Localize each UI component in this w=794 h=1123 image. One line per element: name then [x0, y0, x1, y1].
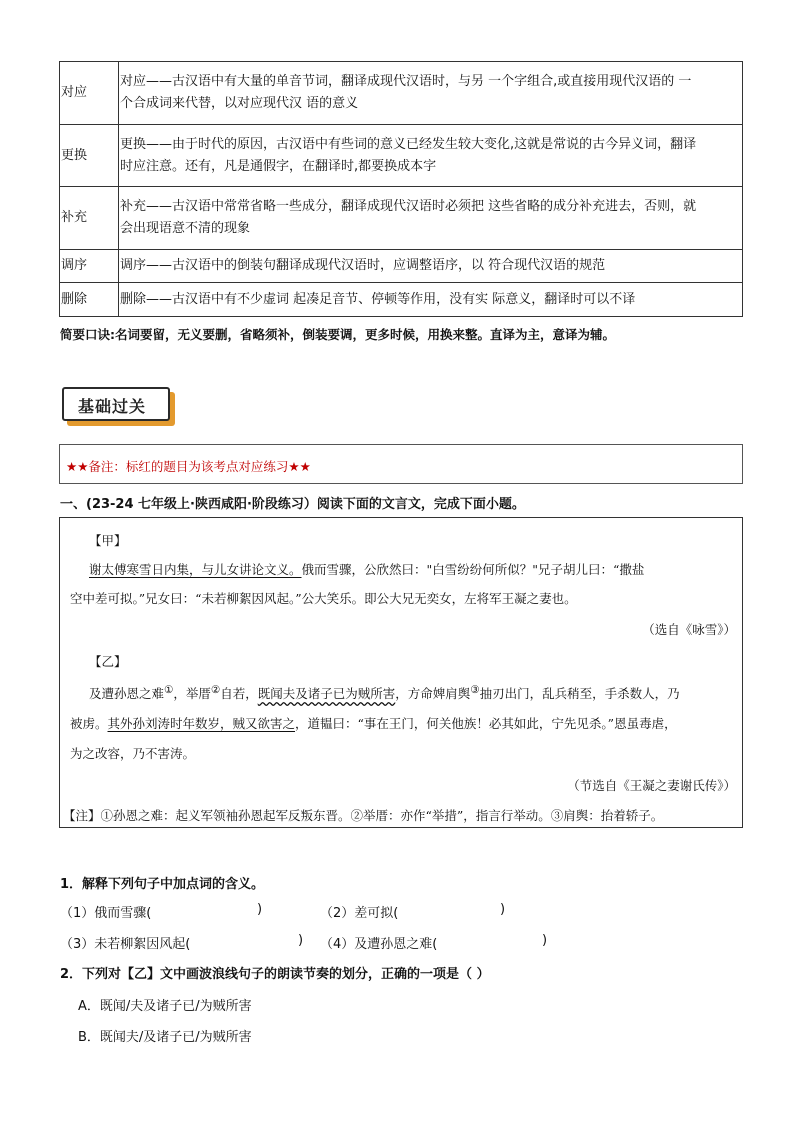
question-2-title: 2．下列对【乙】文中画波浪线句子的朗读节奏的划分，正确的一项是（ ）: [60, 967, 490, 982]
passage-yi-line-3: 为之改容，乃不害涛。: [70, 746, 196, 761]
question-header: 一、(23-24 七年级上·陕西咸阳·阶段练习）阅读下面的文言文，完成下面小题。: [60, 497, 525, 512]
description-line: 时应注意。还有，凡是通假字，在翻译时,都要换成本字: [120, 158, 437, 174]
mnemonic-text: 简要口诀:名词要留，无义要删，省略须补，倒装要调，更多时候，用换来整。直译为主，意译为辅。: [60, 327, 616, 342]
passage-text: ，举厝: [173, 686, 211, 702]
q1-item-4: （4）及遭孙恩之难(: [320, 937, 438, 952]
q2-option-a[interactable]: A．既闻/夫及诸子已/为贼所害: [78, 999, 252, 1014]
q1-item-1-answer-blank[interactable]: ): [257, 902, 263, 917]
method-term: 补充: [60, 187, 119, 250]
passage-text: 及遭孙恩之难: [89, 686, 165, 702]
footnote-marker: ②: [210, 684, 221, 696]
note-text: ★★备注：标红的题目为该考点对应练习★★: [66, 459, 311, 474]
method-description: [119, 283, 743, 317]
question-1-title: 1．解释下列句子中加点词的含义。: [60, 877, 265, 892]
footnote-marker: ③: [470, 684, 480, 696]
section-badge: [62, 387, 175, 426]
section-title: 基础过关: [78, 397, 147, 416]
table-row: [60, 250, 743, 283]
description-line: 补充——古汉语中常常省略一些成分，翻译成现代汉语时必须把 这些省略的成分补充进去，否则，就: [120, 199, 697, 214]
q1-item-1: （1）俄而雪骤(: [60, 906, 152, 921]
note-box: [59, 444, 743, 484]
method-term: 调序: [60, 250, 119, 283]
passage-annotation: 【注】①孙恩之难：起义军领袖孙恩起军反叛东晋。②举厝：亦作“举措”，指言行举动。③肩舆：抬着轿子。: [63, 808, 664, 823]
method-term: 更换: [60, 125, 119, 187]
table-row: [60, 283, 743, 317]
description-line: 删除——古汉语中有不少虚词 起凑足音节、停顿等作用，没有实 际意义，翻译时可以不译: [120, 291, 636, 307]
table-row: [60, 125, 743, 187]
underlined-sentence: 其外孙刘涛时年数岁，贼又欲害之: [107, 716, 296, 731]
underlined-sentence: 谢太傅寒雪日内集，与儿女讲论文义。: [89, 562, 302, 577]
passage-text: 被虏。: [70, 716, 108, 731]
method-term: 删除: [60, 283, 119, 317]
q1-item-2-answer-blank[interactable]: ): [500, 902, 506, 917]
wavy-underlined-sentence: 既闻夫及诸子已为贼所害: [257, 686, 396, 702]
table-row: [60, 62, 743, 125]
passage-yi-source: （节选自《王凝之妻谢氏传》）: [567, 778, 736, 793]
passage-box: [59, 517, 743, 828]
method-term: 对应: [60, 62, 119, 125]
description-line: 更换——由于时代的原因，古汉语中有些词的意义已经发生较大变化,这就是常说的古今异义词，翻译: [120, 136, 697, 152]
q2-option-b[interactable]: B．既闻夫/及诸子已/为贼所害: [78, 1030, 252, 1045]
description-line: 对应——古汉语中有大量的单音节词，翻译成现代汉语时，与另 一个字组合,或直接用现代汉语的 一: [120, 74, 692, 89]
passage-jia-line-2: 空中差可拟。”兄女曰：“未若柳絮因风起。”公大笑乐。即公大兄无奕女，左将军王凝之妻也。: [70, 591, 577, 606]
q1-item-4-answer-blank[interactable]: ): [542, 933, 548, 948]
footnote-marker: ①: [164, 684, 174, 696]
q1-item-3-answer-blank[interactable]: ): [298, 933, 304, 948]
q1-item-2: （2）差可拟(: [320, 906, 399, 921]
translation-methods-table: [59, 61, 743, 317]
passage-text: ，道韫曰：“事在王门，何关他族！必其如此，宁先见杀。”恩虽毒虐，: [295, 716, 677, 731]
passage-text: 抽刃出门，乱兵稍至，手杀数人，乃: [479, 686, 680, 702]
table-row: [60, 187, 743, 250]
passage-yi-line-1: [89, 684, 680, 702]
passage-jia-line-1: [89, 560, 644, 578]
passage-text: 俄而雪骤，公欣然曰："白雪纷纷何所似？"兄子胡儿曰：“撒盐: [301, 562, 645, 577]
description-line: 调序——古汉语中的倒装句翻译成现代汉语时，应调整语序，以 符合现代汉语的规范: [120, 258, 606, 273]
passage-yi-line-2: [70, 714, 677, 732]
method-description: [119, 62, 743, 125]
description-line: 会出现语意不清的现象: [120, 221, 251, 236]
description-line: 个合成词来代替，以对应现代汉 语的意义: [120, 96, 359, 111]
method-description: [119, 187, 743, 250]
passage-text: ，方命婢肩舆: [395, 686, 471, 702]
passage-yi-label: 【乙】: [89, 654, 127, 669]
passage-jia-label: 【甲】: [89, 533, 127, 548]
passage-jia-source: （选自《咏雪》）: [642, 622, 736, 637]
passage-text: 自若，: [220, 686, 258, 702]
method-description: [119, 250, 743, 283]
q1-item-3: （3）未若柳絮因风起(: [60, 937, 191, 952]
method-description: [119, 125, 743, 187]
